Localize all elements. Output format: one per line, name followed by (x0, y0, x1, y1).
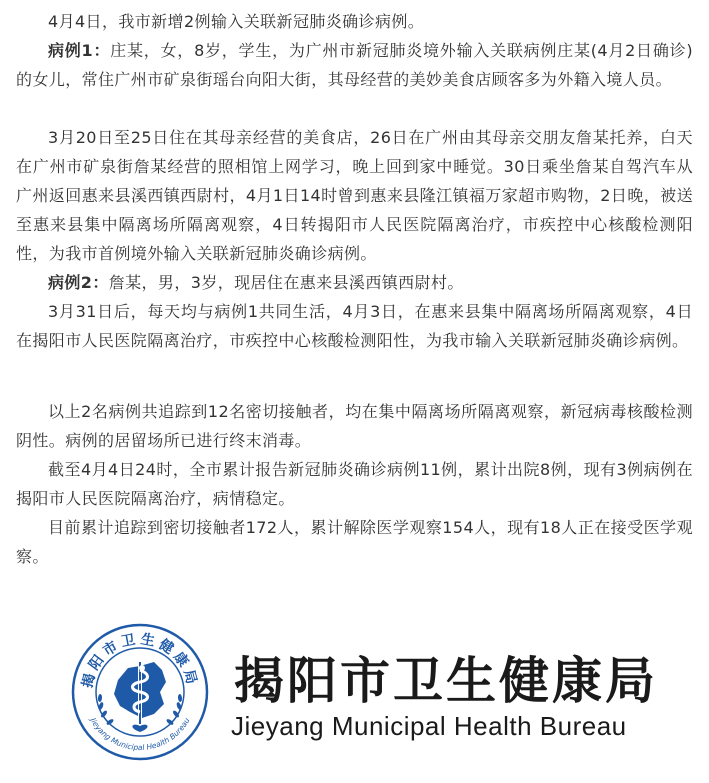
case2-label: 病例2： (48, 273, 109, 292)
paragraph-case2 (0, 268, 709, 297)
bureau-name-chinese: 揭阳市卫生健康局 (234, 651, 658, 710)
case2-text: 詹某，男，3岁，现居住在惠来县溪西镇西尉村。 (108, 273, 464, 292)
paragraph-intro: 4月4日，我市新增2例输入关联新冠肺炎确诊病例。 (48, 12, 425, 31)
jieyang-health-bureau-emblem-icon (70, 622, 210, 762)
paragraph-contacts: 以上2名病例共追踪到12名密切接触者，均在集中隔离场所隔离观察，新冠病毒核酸检测阴性。病例的居留场所已进行终末消毒。 (16, 402, 693, 450)
svg-text:Jieyang Municipal Health Burea: Jieyang Municipal Health Bureau (88, 716, 192, 753)
bureau-name-english: Jieyang Municipal Health Bureau (231, 711, 627, 741)
paragraph-case1-details: 3月20日至25日住在其母亲经营的美食店，26日在广州由其母亲交朋友詹某托养，白天在广州市矿泉街詹某经营的照相馆上网学习，晚上回到家中睡觉。30日乘坐詹某自驾汽车从广州返回惠来县溪西镇西尉村，4月1日14时曾到惠来县隆江镇福万家超市购物，2日晚，被送至惠来县集中隔离场所隔离观察，4日转揭阳市人民医院隔离治疗，市疾控中心核酸检测阳性，为我市首例境外输入关联新冠肺炎确诊病例。 (16, 128, 693, 263)
paragraph-case1 (0, 36, 709, 94)
case1-text: 庄某，女，8岁，学生，为广州市新冠肺炎境外输入关联病例庄某(4月2日确诊)的女儿，常住广州市矿泉街瑶台向阳大街，其母经营的美妙美食店顾客多为外籍入境人员。 (16, 41, 693, 89)
svg-text:揭阳市卫生健康局: 揭阳市卫生健康局 (79, 631, 201, 690)
paragraph-observation: 目前累计追踪到密切接触者172人，累计解除医学观察154人，现有18人正在接受医学观察。 (16, 518, 693, 566)
paragraph-case2-details: 3月31日后，每天均与病例1共同生活，4月3日，在惠来县集中隔离场所隔离观察，4日在揭阳市人民医院隔离治疗，市疾控中心核酸检测阳性，为我市输入关联新冠肺炎确诊病例。 (16, 302, 693, 350)
paragraph-cumulative: 截至4月4日24时，全市累计报告新冠肺炎确诊病例11例，累计出院8例，现有3例病例在揭阳市人民医院隔离治疗，病情稳定。 (16, 460, 693, 508)
case1-label: 病例1： (48, 41, 111, 60)
